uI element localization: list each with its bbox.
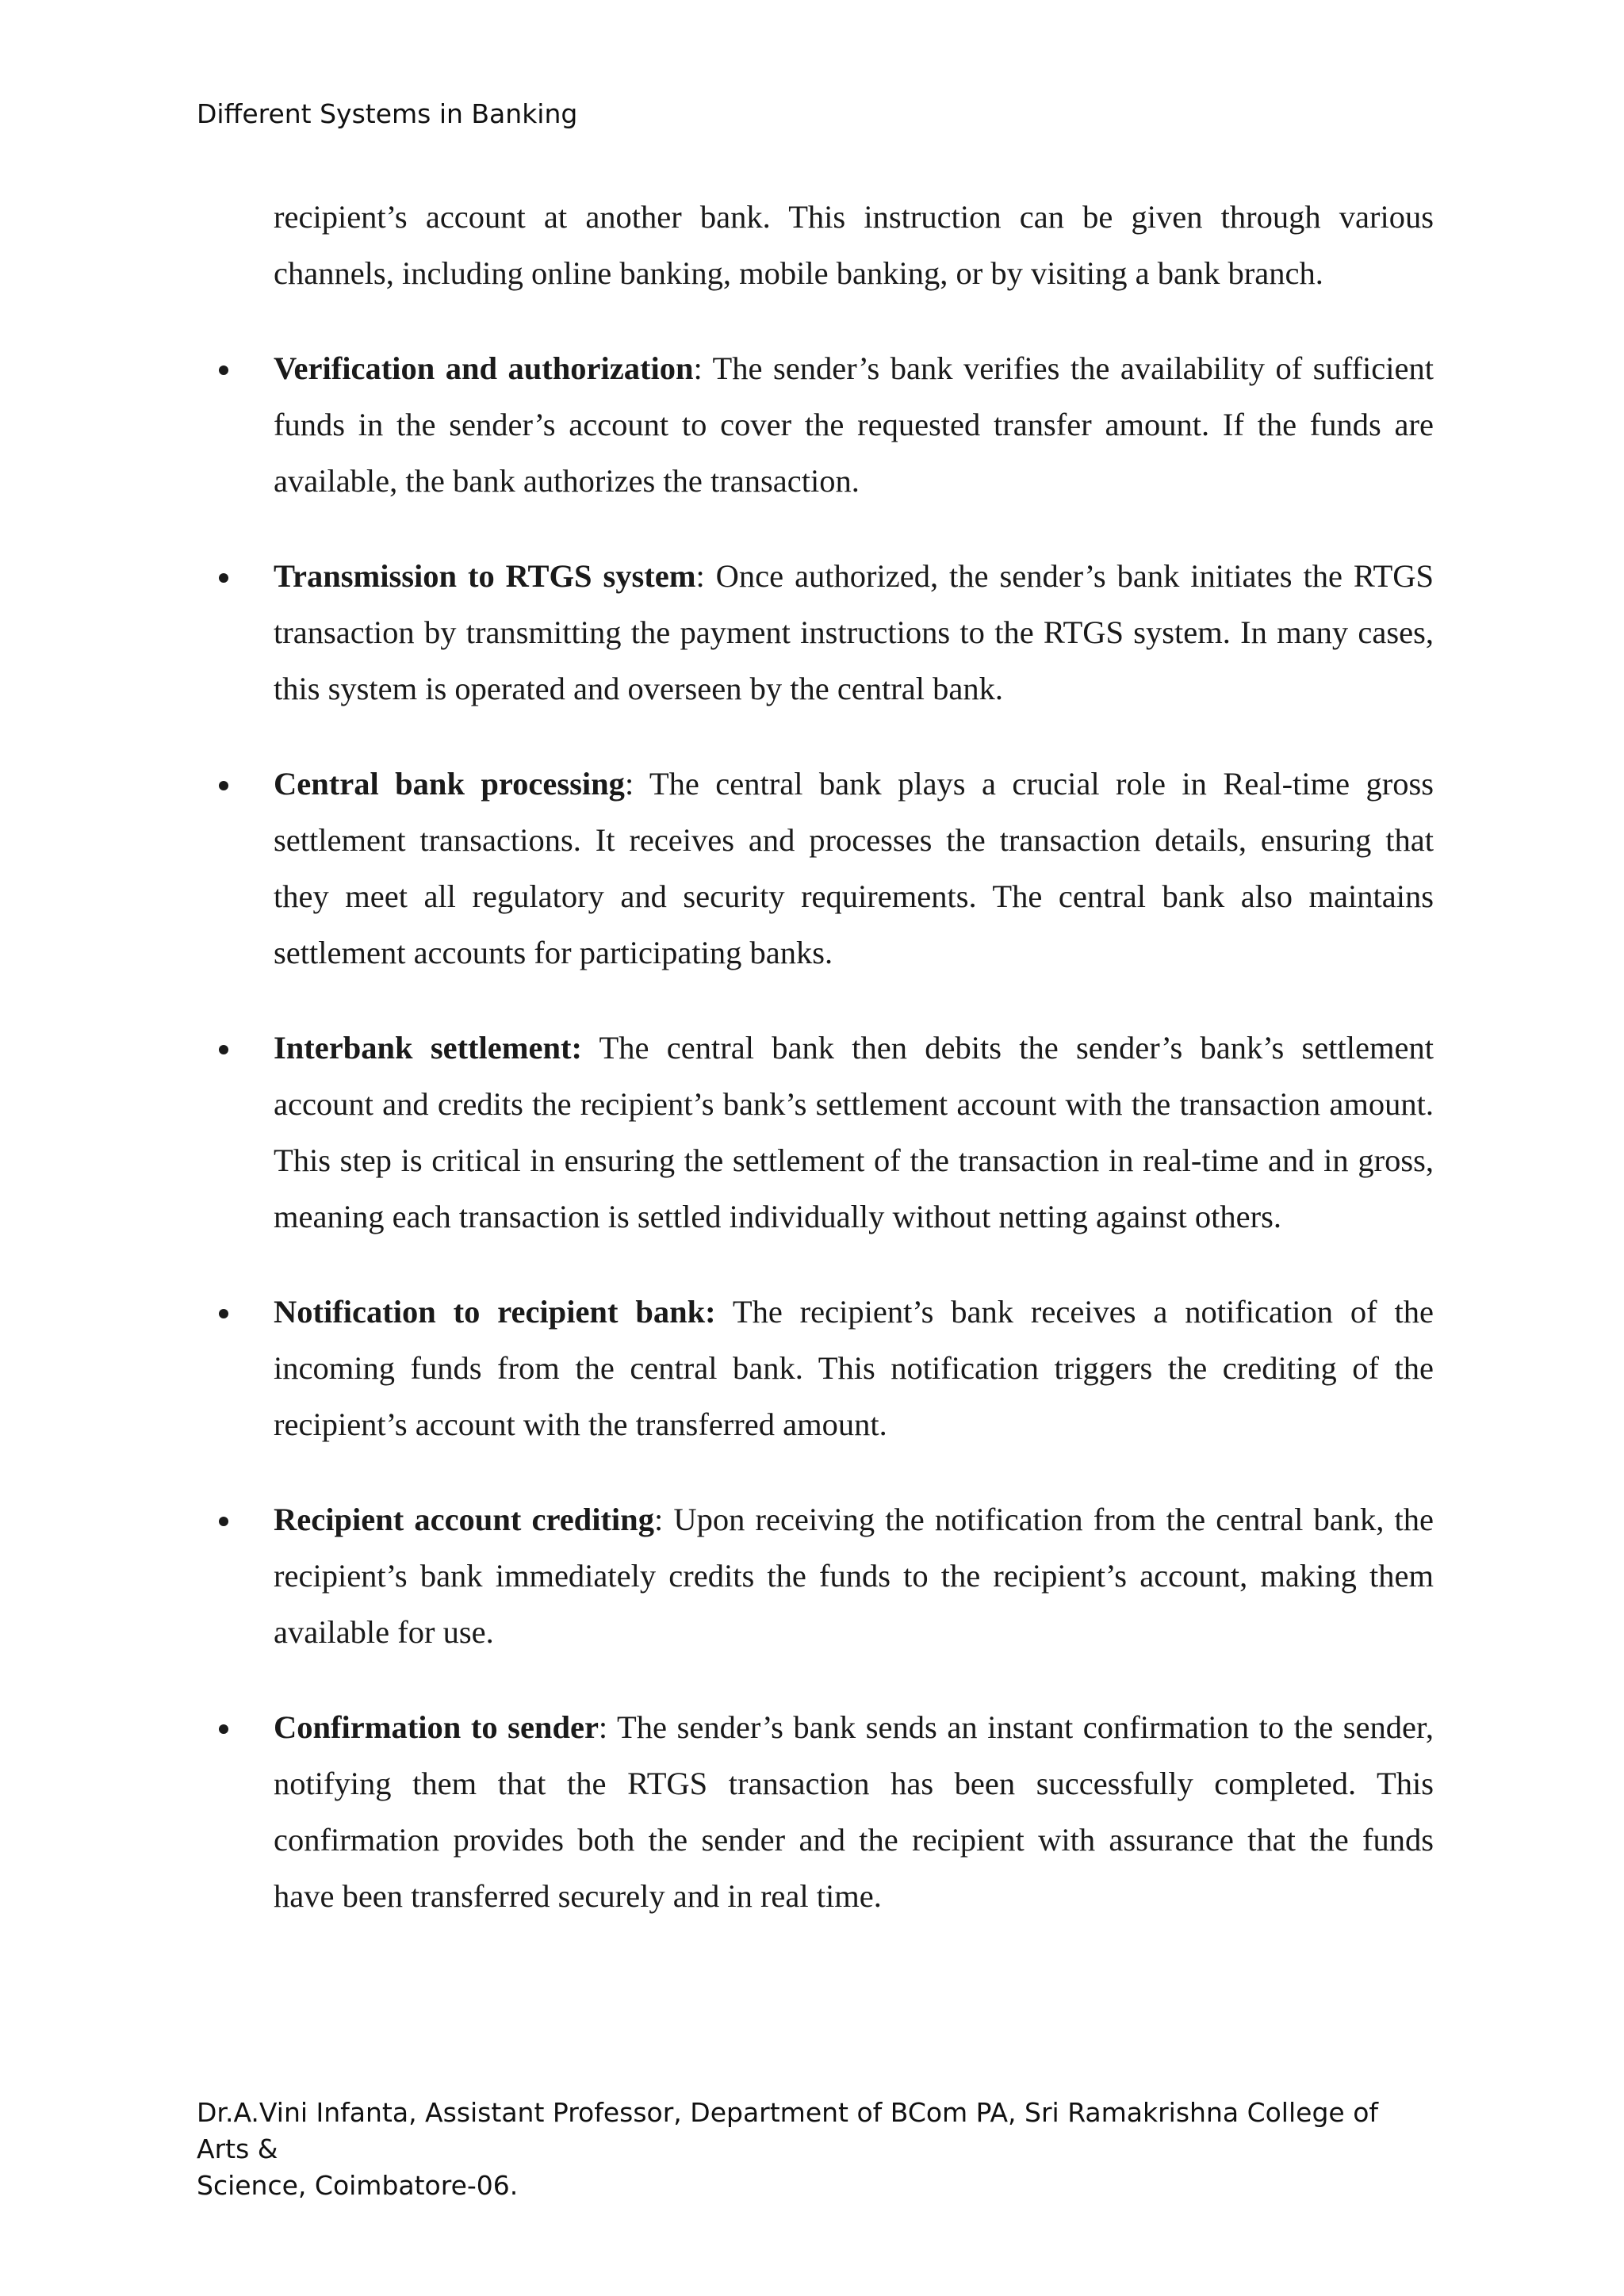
step-separator: :	[695, 558, 716, 594]
step-term: Notification to recipient bank:	[274, 1294, 716, 1330]
step-separator: :	[693, 350, 713, 386]
list-item-recipient-crediting	[197, 1491, 1434, 1660]
step-text: The central bank plays a crucial role in Real-time gross settlement transactions. It receives and processes the transaction details, ensuring that they meet all regulatory and security requirements. The central bank also maintains settlement accounts for participating banks.	[274, 766, 1434, 970]
step-separator	[582, 1030, 599, 1066]
step-term: Verification and authorization	[274, 350, 694, 386]
page-footer	[197, 2095, 1434, 2204]
list-item-confirmation	[197, 1699, 1434, 1924]
rtgs-steps-list	[197, 340, 1434, 1924]
list-item-interbank-settlement	[197, 1020, 1434, 1245]
step-text: The recipient’s bank receives a notification of the incoming funds from the central bank. This notification triggers the crediting of the recipient’s account with the transferred amount.	[274, 1294, 1434, 1442]
bullet-icon	[219, 1517, 228, 1526]
document-body	[197, 189, 1434, 1924]
step-term: Interbank settlement:	[274, 1030, 582, 1066]
step-text: The central bank then debits the sender’s bank’s settlement account and credits the recipient’s bank’s settlement account with the transaction amount. This step is critical in ensuring the settlement of the transaction in real-time and in gross, meaning each transaction is settled individually without netting against others.	[274, 1030, 1434, 1234]
step-text: Once authorized, the sender’s bank initiates the RTGS transaction by transmitting the payment instructions to the RTGS system. In many cases, this system is operated and overseen by the central bank.	[274, 558, 1434, 706]
list-item-notification	[197, 1284, 1434, 1452]
list-item-verification	[197, 340, 1434, 509]
footer-author-line: Dr.A.Vini Infanta, Assistant Professor, Department of BCom PA, Sri Ramakrishna College of Arts &	[197, 2097, 1378, 2164]
list-item-central-bank-processing	[197, 756, 1434, 981]
footer-address-line: Science, Coimbatore-06.	[197, 2170, 519, 2201]
step-term: Transmission to RTGS system	[274, 558, 696, 594]
bullet-icon	[219, 781, 228, 790]
bullet-icon	[219, 1309, 228, 1318]
step-separator	[716, 1294, 733, 1330]
step-text: Upon receiving the notification from the central bank, the recipient’s bank immediately credits the funds to the recipient’s account, making them available for use.	[274, 1502, 1434, 1650]
step-term: Central bank processing	[274, 766, 625, 802]
step-term: Confirmation to sender	[274, 1709, 599, 1745]
step-term: Recipient account crediting	[274, 1502, 654, 1537]
step-separator: :	[598, 1709, 618, 1745]
step-text: The sender’s bank verifies the availability of sufficient funds in the sender’s account to cover the requested transfer amount. If the funds are available, the bank authorizes the transaction.	[274, 350, 1434, 499]
bullet-icon	[219, 573, 228, 583]
intro-paragraph: recipient’s account at another bank. This instruction can be given through various channels, including online banking, mobile banking, or by visiting a bank branch.	[274, 199, 1434, 291]
bullet-icon	[219, 365, 228, 375]
step-separator: :	[624, 766, 649, 802]
bullet-icon	[219, 1045, 228, 1054]
page-header: Different Systems in Banking	[197, 98, 578, 129]
bullet-icon	[219, 1724, 228, 1734]
list-item-transmission	[197, 548, 1434, 717]
step-text: The sender’s bank sends an instant confirmation to the sender, notifying them that the RTGS transaction has been successfully completed. This confirmation provides both the sender and the recipient with assurance that the funds have been transferred securely and in real time.	[274, 1709, 1434, 1914]
step-separator: :	[653, 1502, 674, 1537]
